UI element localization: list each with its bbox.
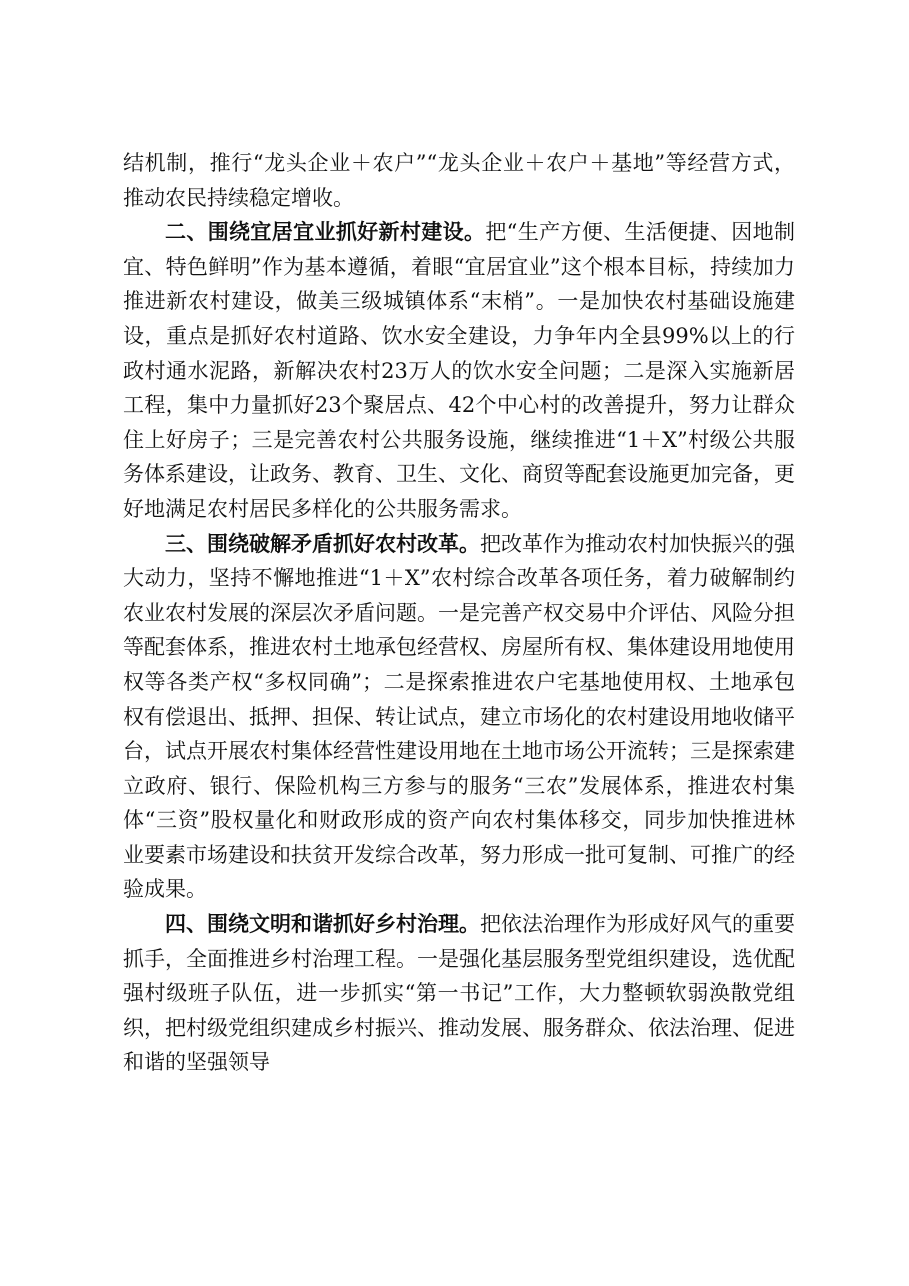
paragraph-heading: 二、围绕宜居宜业抓好新村建设。: [165, 220, 486, 245]
paragraph-heading: 三、围绕破解矛盾抓好农村改革。: [165, 531, 480, 556]
paragraph-rural-governance: [123, 907, 795, 1080]
paragraph-rural-reform: [123, 527, 795, 908]
paragraph-text: 结机制，推行“龙头企业＋农户”“龙头企业＋农户＋基地”等经营方式，推动农民持续稳定增收。: [123, 151, 795, 210]
paragraph-continuation: [123, 146, 795, 215]
document-body: [123, 146, 795, 1080]
paragraph-text: 把依法治理作为形成好风气的重要抓手，全面推进乡村治理工程。一是强化基层服务型党组织建设，选优配强村级班子队伍，进一步抓实“第一书记”工作，大力整顿软弱涣散党组织，把村级党组织建成乡村振兴、推动发展、服务群众、依法治理、促进和谐的坚强领导: [123, 912, 795, 1075]
paragraph-text: 把改革作为推动农村加快振兴的强大动力，坚持不懈地推进“1＋X”农村综合改革各项任务，着力破解制约农业农村发展的深层次矛盾问题。一是完善产权交易中介评估、风险分担等配套体系，推进农村土地承包经营权、房屋所有权、集体建设用地使用权等各类产权“多权同确”；二是探索推进农户宅基地使用权、土地承包权有偿退出、抵押、担保、转让试点，建立市场化的农村建设用地收储平台，试点开展农村集体经营性建设用地在土地市场公开流转；三是探索建立政府、银行、保险机构三方参与的服务“三农”发展体系，推进农村集体“三资”股权量化和财政形成的资产向农村集体移交，同步加快推进林业要素市场建设和扶贫开发综合改革，努力形成一批可复制、可推广的经验成果。: [123, 531, 795, 902]
paragraph-text: 把“生产方便、生活便捷、因地制宜、特色鲜明”作为基本遵循，着眼“宜居宜业”这个根本目标，持续加力推进新农村建设，做美三级城镇体系“末梢”。一是加快农村基础设施建设，重点是抓好农村道路、饮水安全建设，力争年内全县99%以上的行政村通水泥路，新解决农村23万人的饮水安全问题；二是深入实施新居工程，集中力量抓好23个聚居点、42个中心村的改善提升，努力让群众住上好房子；三是完善农村公共服务设施，继续推进“1＋X”村级公共服务体系建设，让政务、教育、卫生、文化、商贸等配套设施更加完备，更好地满足农村居民多样化的公共服务需求。: [123, 220, 795, 521]
paragraph-heading: 四、围绕文明和谐抓好乡村治理。: [165, 912, 480, 937]
paragraph-new-village-construction: [123, 215, 795, 526]
